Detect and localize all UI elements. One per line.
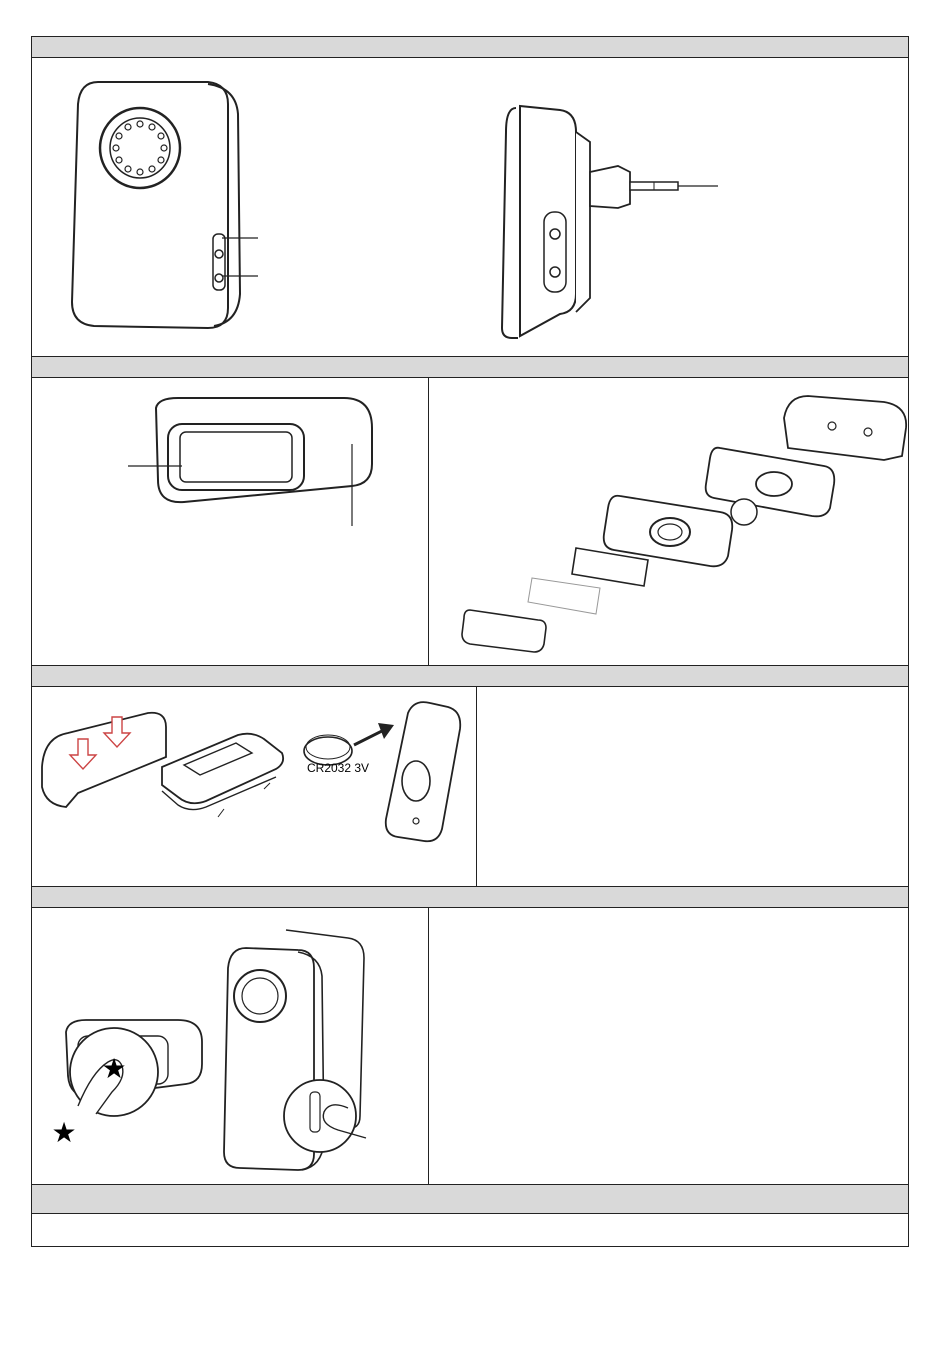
section-4-pairing	[31, 908, 909, 1184]
receiver-side-illustration	[500, 102, 730, 342]
section-2-divider	[428, 378, 429, 665]
section-3-header	[31, 665, 909, 687]
battery-install-illustration	[38, 697, 478, 877]
star-icon: ★	[101, 1053, 127, 1084]
push-button-exploded-illustration	[444, 388, 914, 658]
section-5-header	[31, 1184, 909, 1214]
section-4-header	[31, 886, 909, 908]
battery-type-label: CR2032 3V	[307, 761, 370, 775]
section-1-header	[31, 36, 909, 58]
instruction-sheet	[31, 36, 909, 1247]
star-icon-legend: ★	[51, 1117, 77, 1148]
section-2-push-button-views	[31, 378, 909, 665]
section-5-body	[31, 1214, 909, 1247]
receiver-button-callout-lines	[222, 233, 262, 283]
section-2-header	[31, 356, 909, 378]
pairing-illustration	[48, 916, 378, 1176]
section-4-divider	[428, 908, 429, 1184]
section-1-receiver-views	[31, 58, 909, 356]
section-3-battery-install	[31, 687, 909, 886]
push-button-assembled-illustration	[128, 394, 388, 554]
receiver-front-illustration	[68, 74, 268, 334]
